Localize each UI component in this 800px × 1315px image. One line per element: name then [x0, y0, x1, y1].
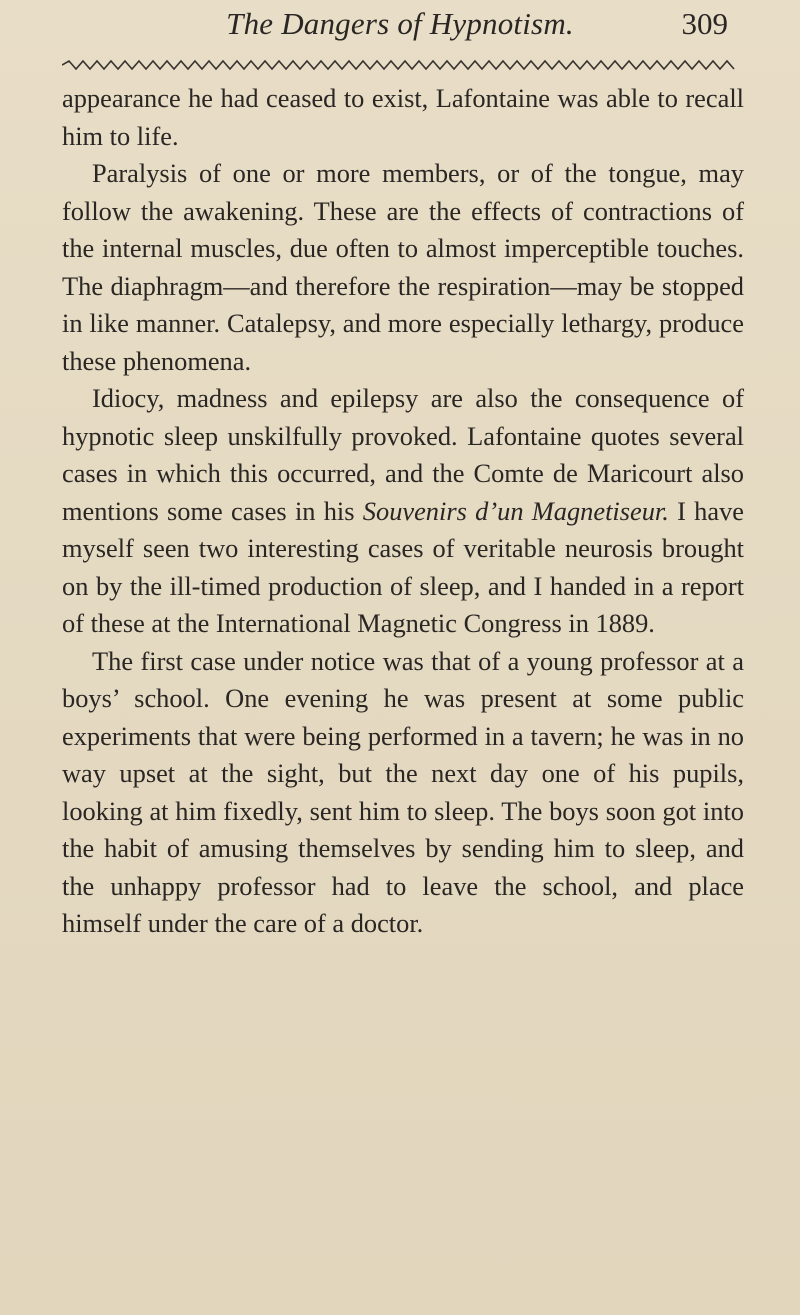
page-number: 309 [681, 6, 728, 41]
paragraph-text: Idiocy, madness and epilepsy are also the consequence of hypnotic sleep unskilfully provoked. Lafontaine quotes several cases in which this occurred, and the Comte de Maricourt also mentions some cases in his [62, 383, 744, 526]
book-title: Souvenirs d’un Magnetiseur. [362, 495, 669, 526]
paragraph-continued: appearance he had ceased to exist, Lafontaine was able to recall him to life. [62, 83, 744, 151]
running-title: The Dangers of Hypnotism. [226, 6, 574, 41]
ornamental-rule [62, 58, 740, 72]
body-text [62, 80, 744, 943]
paragraph-idiocy [62, 380, 744, 643]
paragraph-text: I have myself seen two interesting cases of veritable neurosis brought on by the ill-timed production of sleep, and I handed in a report of these at the International Magnetic Congress in 1889. [62, 495, 744, 638]
paragraph-paralysis: Paralysis of one or more members, or of the tongue, may follow the awakening. These are the effects of contractions of the internal muscles, due often to almost imperceptible touches. The diaphragm—and therefore the respiration—may be stopped in like manner. Catalepsy, and more especially lethargy, produce these phenomena. [62, 158, 744, 376]
paragraph-first-case: The first case under notice was that of a young professor at a boys’ school. One evening he was present at some public experiments that were being performed in a tavern; he was in no way upset at the sight, but the next day one of his pupils, looking at him fixedly, sent him to sleep. The boys soon got into the habit of amusing themselves by sending him to sleep, and the unhappy professor had to leave the school, and place himself under the care of a doctor. [62, 645, 744, 938]
running-head [0, 0, 800, 56]
